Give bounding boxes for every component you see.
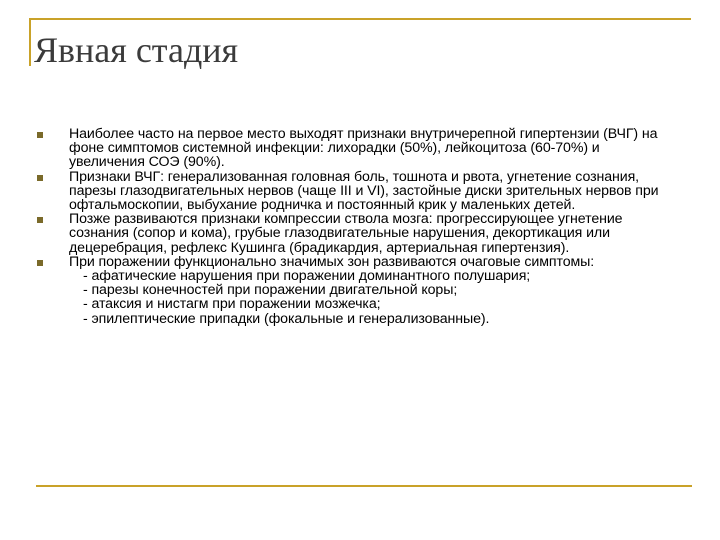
bullet-text: Позже развиваются признаки компрессии ствола мозга: прогрессирующее угнетение сознания (сопор и кома), грубые глазодвигательные нарушения, декортикация или децеребрация, рефлекс Кушинга (брадикардия, артериальная гипертензия). bbox=[69, 211, 623, 256]
frame-top-rule bbox=[29, 18, 691, 20]
bullet-item bbox=[37, 255, 677, 326]
sub-item: - афатические нарушения при поражении доминантного полушария; bbox=[83, 268, 531, 285]
slide-title: Явная стадия bbox=[34, 30, 239, 70]
sub-item: - эпилептические припадки (фокальные и генерализованные). bbox=[83, 310, 490, 327]
square-bullet-icon bbox=[37, 260, 43, 266]
symptom-sublist bbox=[69, 269, 677, 326]
bullet-text: Признаки ВЧГ: генерализованная головная боль, тошнота и рвота, угнетение сознания, парезы глазодвигательных нервов (чаще III и VI), застойные диски зрительных нервов при офтальмоскопии, выбухание родничка и постоянный крик у маленьких детей. bbox=[69, 168, 659, 214]
sub-item: - парезы конечностей при поражении двигательной коры; bbox=[83, 282, 458, 299]
bullet-item bbox=[37, 170, 677, 213]
bullet-text: При поражении функционально значимых зон развиваются очаговые симптомы: bbox=[69, 253, 595, 270]
bullet-item bbox=[37, 212, 677, 255]
bullet-item bbox=[37, 127, 677, 170]
square-bullet-icon bbox=[37, 132, 43, 138]
bullet-text: Наиболее часто на первое место выходят признаки внутричерепной гипертензии (ВЧГ) на фоне симптомов системной инфекции: лихорадки (50%), лейкоцитоза (60-70%) и увеличения СОЭ (90%). bbox=[69, 126, 658, 171]
frame-left-rule bbox=[29, 18, 31, 66]
bullet-list bbox=[37, 127, 677, 326]
square-bullet-icon bbox=[37, 175, 43, 181]
square-bullet-icon bbox=[37, 217, 43, 223]
sub-item: - атаксия и нистагм при поражении мозжечка; bbox=[83, 296, 381, 313]
frame-bottom-rule bbox=[36, 485, 692, 487]
